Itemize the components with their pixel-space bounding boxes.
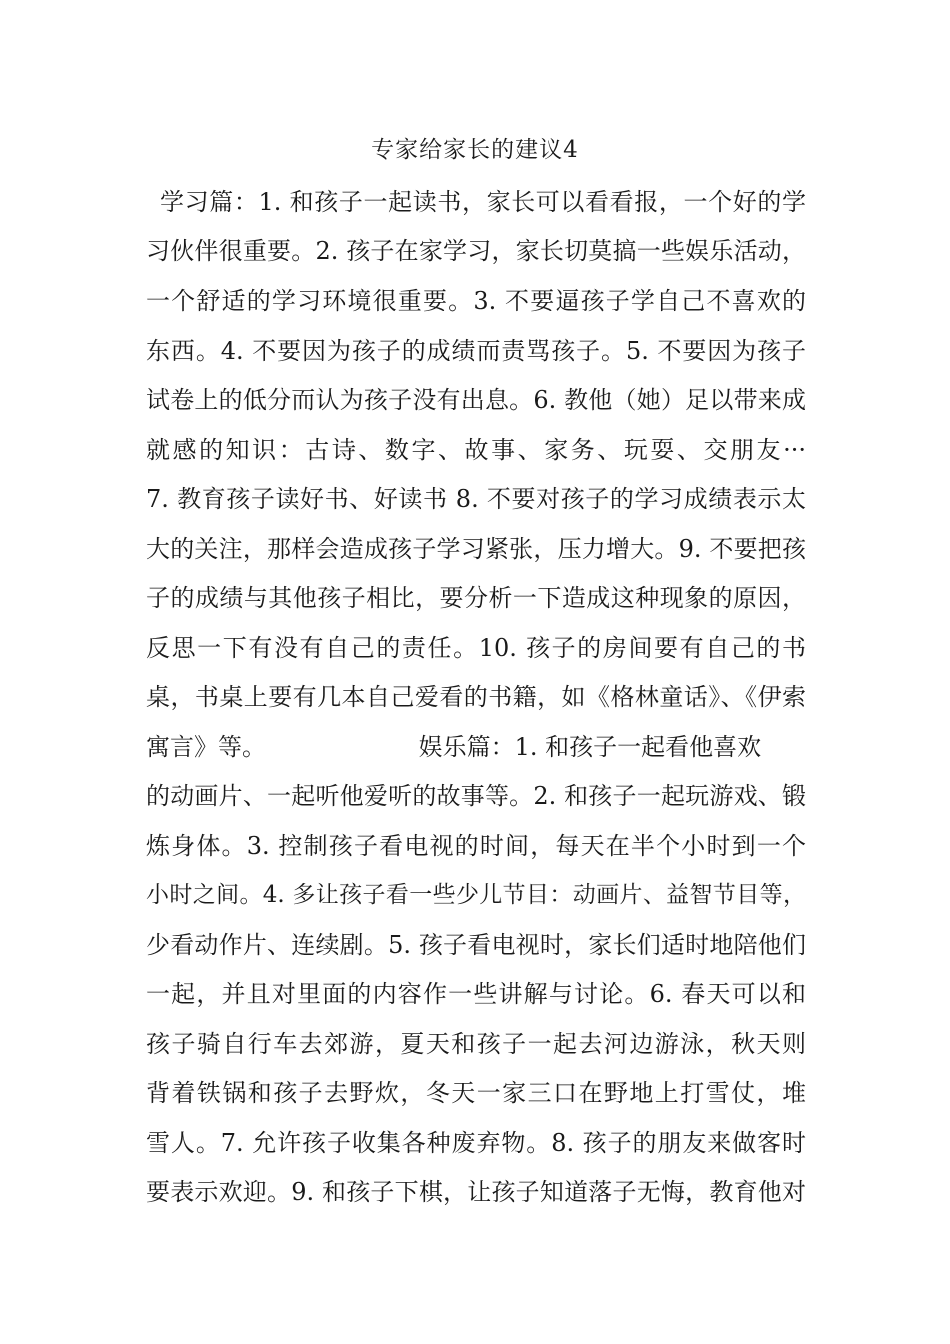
text-line-4: 东西。4. 不要因为孩子的成绩而责骂孩子。5. 不要因为孩子 (146, 337, 806, 365)
text-line-14: 炼身体。3. 控制孩子看电视的时间，每天在半个小时到一个 (146, 832, 806, 860)
text-line-11: 桌，书桌上要有几本自己爱看的书籍，如《格林童话》、《伊索 (146, 683, 806, 711)
text-line-18: 孩子骑自行车去郊游，夏天和孩子一起去河边游泳，秋天则 (146, 1030, 806, 1058)
text-line-12: 寓言》等。 娱乐篇：1. 和孩子一起看他喜欢 (146, 733, 762, 761)
text-line-8: 大的关注，那样会造成孩子学习紧张，压力增大。9. 不要把孩 (146, 535, 806, 563)
text-line-20: 雪人。7. 允许孩子收集各种废弃物。8. 孩子的朋友来做客时 (146, 1129, 806, 1157)
page-title: 专家给家长的建议4 (371, 137, 579, 163)
text-line-10: 反思一下有没有自己的责任。10. 孩子的房间要有自己的书 (146, 634, 806, 662)
text-line-13: 的动画片、一起听他爱听的故事等。2. 和孩子一起玩游戏、锻 (146, 782, 806, 810)
text-line-1: 学习篇：1. 和孩子一起读书，家长可以看看报，一个好的学 (160, 188, 806, 216)
text-line-15: 小时之间。4. 多让孩子看一些少儿节目：动画片、益智节目等， (146, 882, 806, 908)
text-line-19: 背着铁锅和孩子去野炊，冬天一家三口在野地上打雪仗，堆 (146, 1079, 806, 1107)
text-line-7: 7. 教育孩子读好书、好读书 8. 不要对孩子的学习成绩表示太 (146, 485, 806, 513)
text-line-17: 一起，并且对里面的内容作一些讲解与讨论。6. 春天可以和 (146, 980, 806, 1008)
text-line-21: 要表示欢迎。9. 和孩子下棋，让孩子知道落子无悔，教育他对 (146, 1178, 806, 1206)
text-line-16: 少看动作片、连续剧。5. 孩子看电视时，家长们适时地陪他们 (146, 931, 806, 959)
text-line-3: 一个舒适的学习环境很重要。3. 不要逼孩子学自己不喜欢的 (146, 287, 806, 315)
text-line-5: 试卷上的低分而认为孩子没有出息。6. 教他（她）足以带来成 (146, 386, 806, 414)
text-line-6: 就感的知识：古诗、数字、故事、家务、玩耍、交朋友··· (146, 436, 806, 464)
text-line-2: 习伙伴很重要。2. 孩子在家学习，家长切莫搞一些娱乐活动， (146, 237, 806, 265)
text-line-9: 子的成绩与其他孩子相比，要分析一下造成这种现象的原因， (146, 584, 806, 612)
